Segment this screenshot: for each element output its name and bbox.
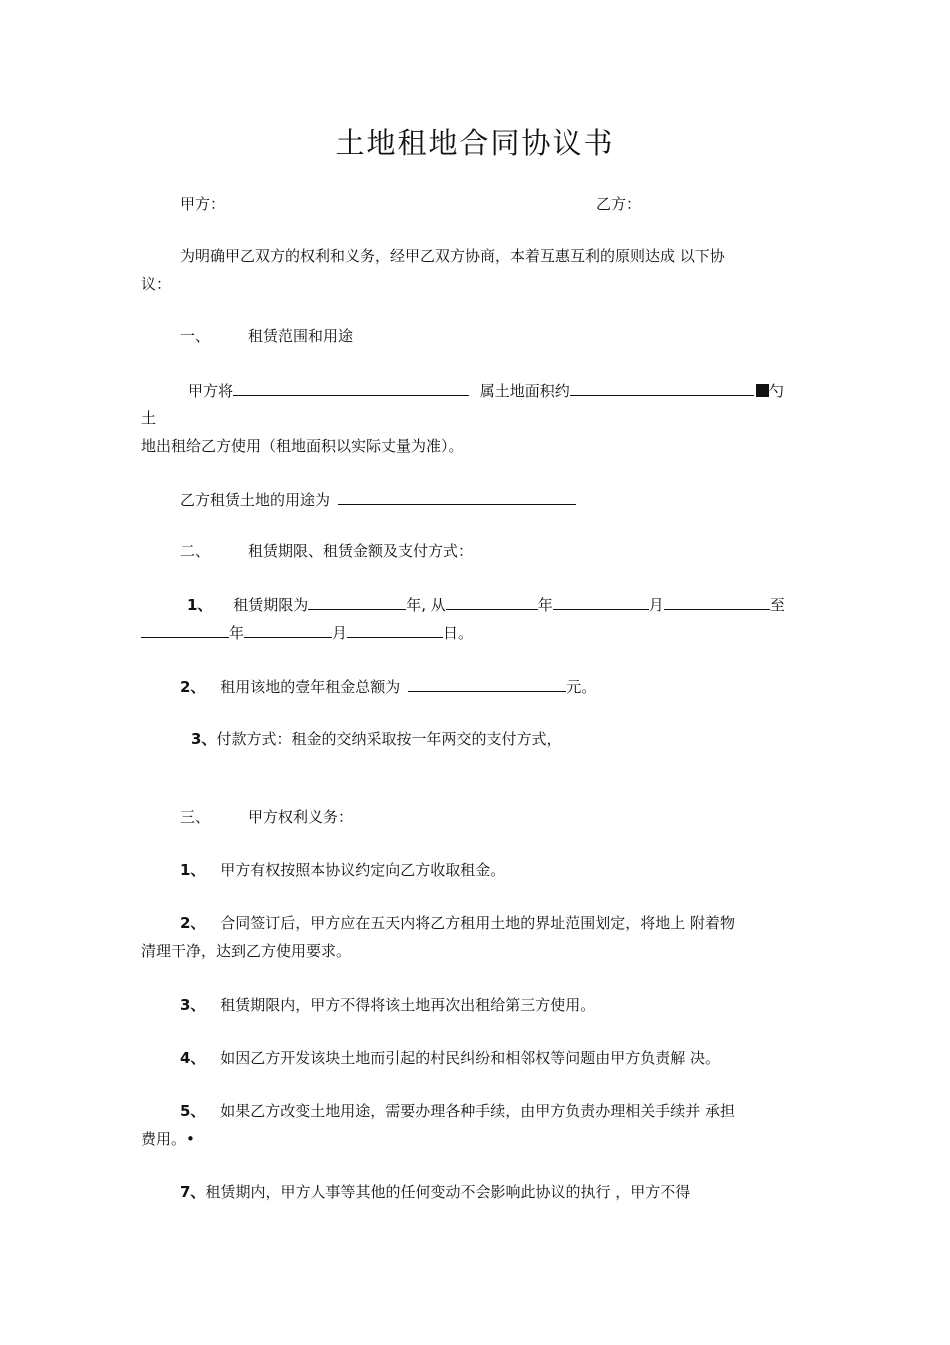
s3-item-3 bbox=[180, 995, 595, 1015]
land-use-blank[interactable] bbox=[338, 489, 576, 505]
s1-use-line bbox=[180, 489, 576, 510]
s2-item-3-number: 3、 bbox=[191, 730, 217, 748]
s3-item-5-number: 5、 bbox=[180, 1102, 206, 1120]
s3-item-7-number: 7、 bbox=[180, 1183, 206, 1201]
start-month-blank[interactable] bbox=[553, 594, 649, 610]
s3-item-2-text: 合同签订后，甲方应在五天内将乙方租用土地的界址范围划定，将地上 附着物 bbox=[220, 914, 735, 932]
annual-rent-blank[interactable] bbox=[408, 676, 566, 692]
s2-item-2-number: 2、 bbox=[180, 678, 206, 696]
intro-paragraph: 为明确甲乙双方的权利和义务，经甲乙双方协商，本着互惠互利的原则达成 以下协 bbox=[180, 247, 725, 265]
start-day-blank[interactable] bbox=[664, 594, 770, 610]
s3-item-5-cont: 费用。• bbox=[141, 1130, 195, 1148]
s2-item-1-text-f: 年 bbox=[229, 624, 245, 642]
land-area-blank[interactable] bbox=[570, 380, 754, 396]
intro-paragraph-cont: 议： bbox=[141, 275, 172, 293]
start-year-blank[interactable] bbox=[446, 594, 538, 610]
s2-item-1-text-a: 租赁期限为 bbox=[233, 596, 309, 614]
end-year-blank[interactable] bbox=[141, 622, 229, 638]
section-2-title: 租赁期限、租赁金额及支付方式： bbox=[248, 542, 474, 560]
s1-text-a: 甲方将 bbox=[188, 382, 234, 400]
s3-item-2-cont: 清理干净，达到乙方使用要求。 bbox=[141, 942, 352, 960]
section-3-title: 甲方权利义务： bbox=[248, 808, 354, 826]
section-1-number: 一、 bbox=[180, 327, 211, 345]
s3-item-4-text: 如因乙方开发该块土地而引起的村民纠纷和相邻权等问题由甲方负责解 决。 bbox=[220, 1049, 720, 1067]
s3-item-4 bbox=[180, 1048, 720, 1068]
party-a-label: 甲方： bbox=[180, 195, 226, 213]
s2-item-1-text-c: 年 bbox=[537, 596, 553, 614]
s2-item-1-text-g: 月 bbox=[332, 624, 348, 642]
s1-text-line2: 土 bbox=[141, 409, 157, 427]
s2-item-2 bbox=[180, 676, 596, 697]
s2-item-1-text-b: 年, 从 bbox=[406, 596, 446, 614]
end-day-blank[interactable] bbox=[347, 622, 443, 638]
s3-item-7 bbox=[180, 1182, 690, 1202]
s3-item-1-number: 1、 bbox=[180, 861, 206, 879]
s2-item-1-number: 1、 bbox=[187, 596, 213, 614]
s3-item-4-number: 4、 bbox=[180, 1049, 206, 1067]
s3-item-5-text: 如果乙方改变土地用途，需要办理各种手续，由甲方负责办理相关手续并 承担 bbox=[220, 1102, 735, 1120]
s2-item-1-line2 bbox=[141, 622, 473, 643]
s3-item-1-text: 甲方有权按照本协议约定向乙方收取租金。 bbox=[220, 861, 506, 879]
s3-item-2 bbox=[180, 913, 735, 933]
s3-item-3-number: 3、 bbox=[180, 996, 206, 1014]
s1-text-b: 属土地面积约 bbox=[479, 382, 570, 400]
s2-item-1-line1 bbox=[187, 594, 785, 615]
s2-item-2-text: 租用该地的壹年租金总额为 bbox=[220, 678, 401, 696]
s2-item-2-unit: 元。 bbox=[566, 678, 597, 696]
s2-item-1-text-h: 日。 bbox=[443, 624, 474, 642]
section-3-number: 三、 bbox=[180, 808, 211, 826]
section-1-title: 租赁范围和用途 bbox=[248, 327, 354, 345]
party-a-land-blank[interactable] bbox=[233, 380, 469, 396]
s3-item-2-number: 2、 bbox=[180, 914, 206, 932]
end-month-blank[interactable] bbox=[244, 622, 332, 638]
lease-years-blank[interactable] bbox=[308, 594, 406, 610]
s3-item-1 bbox=[180, 860, 505, 880]
s2-item-1-text-d: 月 bbox=[648, 596, 664, 614]
s3-item-5 bbox=[180, 1101, 735, 1121]
s1-use-label: 乙方租赁土地的用途为 bbox=[180, 491, 331, 509]
s2-item-1-text-e: 至 bbox=[769, 596, 785, 614]
s3-item-3-text: 租赁期限内，甲方不得将该土地再次出租给第三方使用。 bbox=[220, 996, 596, 1014]
s3-item-7-text: 租赁期内，甲方人事等其他的任何变动不会影响此协议的执行 ，甲方不得 bbox=[205, 1183, 691, 1201]
s2-item-3-text: 付款方式：租金的交纳采取按一年两交的支付方式， bbox=[216, 730, 562, 748]
s1-text-c: 勺 bbox=[768, 382, 784, 400]
s1-land-line bbox=[188, 380, 784, 401]
s2-item-3 bbox=[191, 729, 561, 749]
party-b-label: 乙方： bbox=[596, 195, 642, 213]
section-2-number: 二、 bbox=[180, 542, 211, 560]
s1-text-line3: 地出租给乙方使用（租地面积以实际丈量为准）。 bbox=[141, 437, 464, 455]
document-title: 土地租地合同协议书 bbox=[335, 126, 615, 160]
black-square-mark bbox=[756, 384, 769, 397]
